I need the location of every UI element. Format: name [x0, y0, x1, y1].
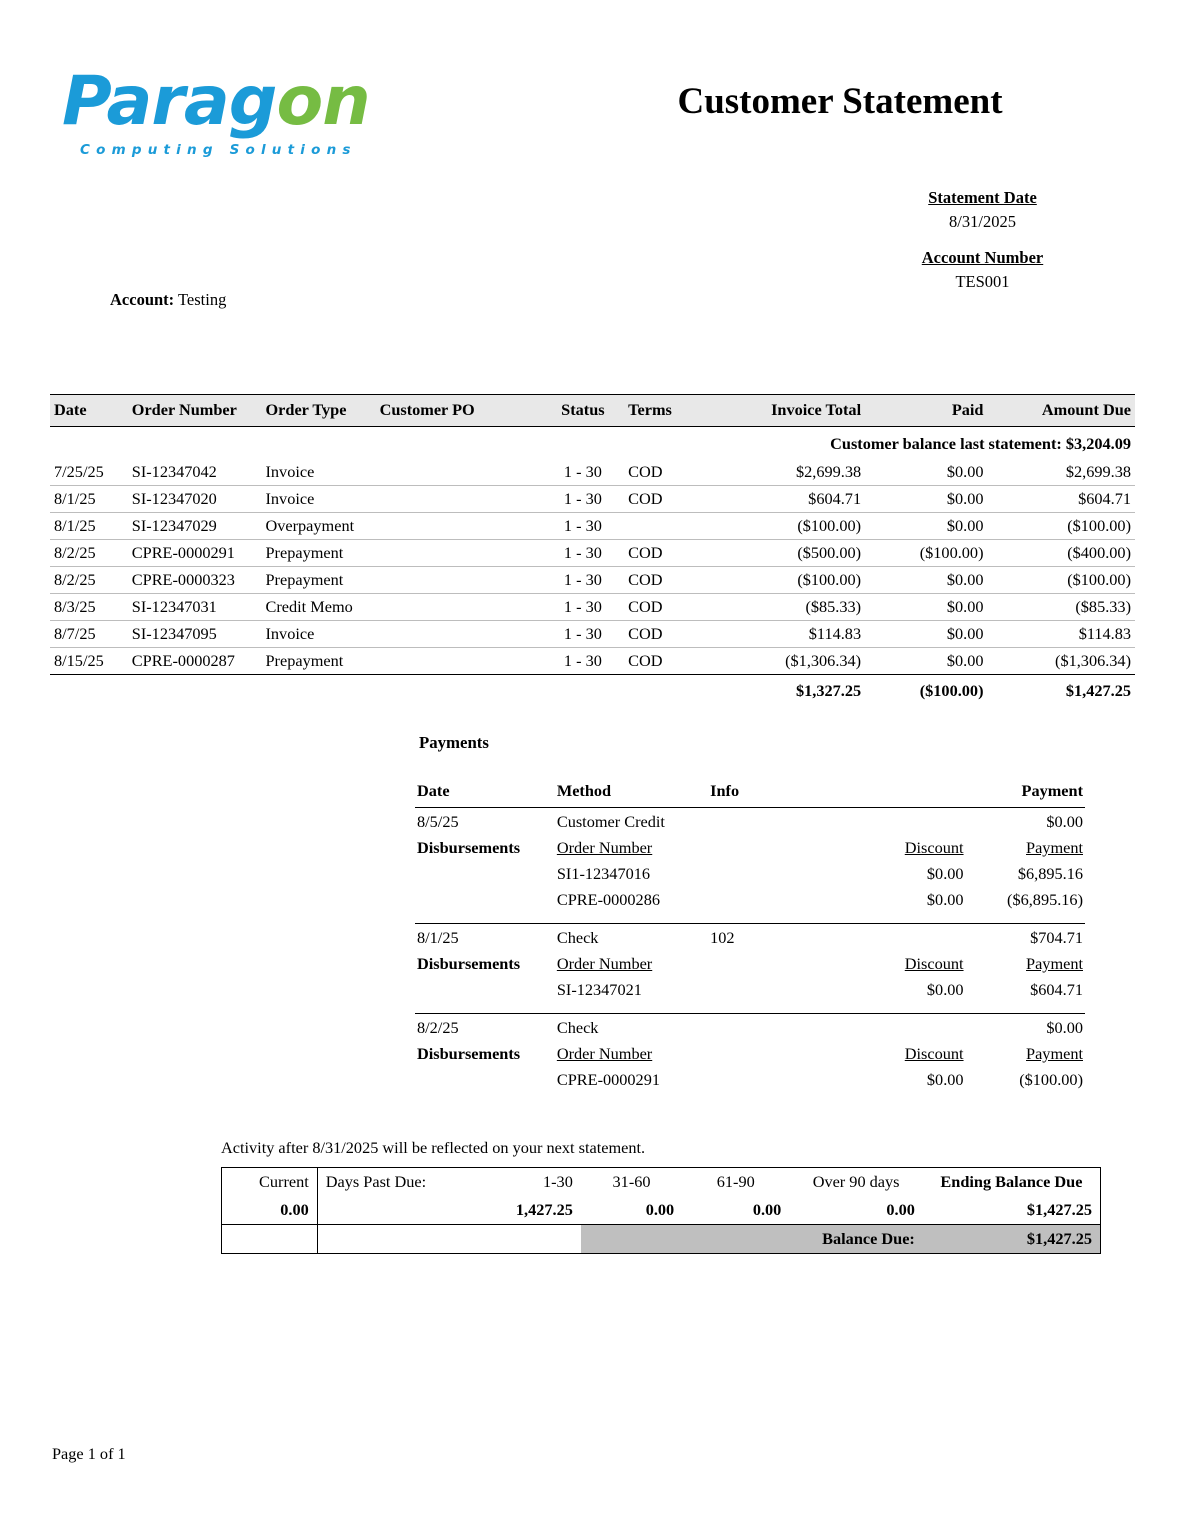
- disbursement-spacer: [415, 977, 555, 1003]
- col-disbursement-discount: Discount: [904, 838, 964, 857]
- aging-1-30-value: 1,427.25: [515, 1200, 573, 1219]
- col-order-number: Order Number: [128, 395, 262, 427]
- totals-spacer-5: [542, 675, 625, 705]
- cell-order-type: Prepayment: [262, 567, 376, 594]
- entry-spacer: [415, 1003, 1085, 1014]
- logo-word-blue: Parag: [62, 62, 277, 141]
- aging-over-90-label: Over 90 days: [812, 1172, 900, 1191]
- cell-order-type: Credit Memo: [262, 594, 376, 621]
- col-disbursement-payment: Payment: [1026, 838, 1083, 857]
- table-row: [50, 621, 1135, 648]
- cell-date: 7/25/25: [50, 459, 128, 486]
- payments-section-title: Payments: [419, 733, 489, 752]
- cell-date: 8/1/25: [50, 513, 128, 540]
- cell-amount-due: ($400.00): [988, 540, 1136, 567]
- disbursement-payment: ($6,895.16): [1007, 890, 1083, 909]
- col-disbursement-order-number: Order Number: [556, 954, 653, 973]
- aging-61-90-value: 0.00: [752, 1200, 782, 1219]
- cell-status: 1 - 30: [563, 651, 602, 670]
- aging-1-30-label: 1-30: [543, 1172, 573, 1191]
- aging-over-90-value: 0.00: [886, 1200, 915, 1219]
- disbursement-spacer: [415, 1067, 555, 1093]
- aging-summary-table: [221, 1167, 1101, 1254]
- col-payment-date: Date: [417, 781, 450, 800]
- page-footer: Page 1 of 1: [52, 1444, 126, 1463]
- cell-order-type: Prepayment: [265, 651, 344, 670]
- disbursement-row: [415, 1067, 1085, 1093]
- cell-amount-due: ($100.00): [988, 567, 1136, 594]
- cell-customer-po: [376, 486, 542, 513]
- payment-spacer: [827, 809, 966, 835]
- col-payment-method: Method: [556, 781, 612, 800]
- cell-customer-po: [376, 513, 542, 540]
- cell-amount-due: ($85.33): [988, 594, 1136, 621]
- cell-order-type: Invoice: [262, 621, 376, 648]
- cell-invoice-total: ($100.00): [704, 567, 865, 594]
- cell-paid: $0.00: [865, 486, 987, 513]
- cell-invoice-total: $604.71: [704, 486, 865, 513]
- col-disbursement-discount: Discount: [904, 954, 964, 973]
- meta-spacer: [790, 234, 1175, 246]
- cell-paid: ($100.00): [865, 540, 987, 567]
- cell-customer-po: [376, 567, 542, 594]
- cell-date: 8/15/25: [54, 651, 104, 670]
- totals-row: [50, 675, 1135, 705]
- col-disbursement-discount: Discount: [904, 1044, 964, 1063]
- balance-last-statement-row: [50, 427, 1135, 460]
- disbursement-order-number: CPRE-0000291: [556, 1070, 660, 1089]
- aging-current-value: 0.00: [222, 1196, 318, 1225]
- table-row: [50, 540, 1135, 567]
- totals-invoice-total: $1,327.25: [704, 675, 865, 705]
- table-row: [50, 486, 1135, 513]
- payment-method-text: Customer Credit: [556, 812, 665, 831]
- cell-order-type: Overpayment: [262, 513, 376, 540]
- account-value: Testing: [177, 290, 227, 309]
- disbursement-payment: $604.71: [1030, 980, 1083, 999]
- cell-order-number: CPRE-0000287: [131, 651, 235, 670]
- col-disbursement-payment: Payment: [1026, 954, 1083, 973]
- cell-customer-po: [376, 459, 542, 486]
- logo-word-green: on: [276, 62, 370, 141]
- payments-table: [415, 778, 1085, 1093]
- col-date: Date: [50, 395, 128, 427]
- totals-spacer-3: [262, 675, 376, 705]
- balance-due-label: Balance Due:: [682, 1225, 923, 1254]
- cell-order-number: CPRE-0000323: [128, 567, 262, 594]
- cell-paid: $0.00: [946, 651, 984, 670]
- cell-order-number: SI-12347029: [128, 513, 262, 540]
- cell-date: 8/1/25: [50, 486, 128, 513]
- aging-61-90-label: 61-90: [716, 1172, 755, 1191]
- payment-method: Check: [556, 928, 599, 947]
- account-line: [110, 290, 226, 310]
- payment-date: 8/5/25: [417, 812, 459, 831]
- cell-terms: [624, 513, 704, 540]
- cell-customer-po: [376, 594, 542, 621]
- cell-terms: COD: [628, 651, 663, 670]
- cell-invoice-total: ($1,306.34): [785, 651, 862, 670]
- disbursements-label: Disbursements: [417, 1044, 521, 1063]
- logo-tagline: Computing Solutions: [80, 142, 357, 158]
- aging-31-60-value: 0.00: [645, 1200, 675, 1219]
- cell-paid: $0.00: [865, 621, 987, 648]
- aging-value-row: [222, 1196, 1101, 1225]
- activity-note: Activity after 8/31/2025 will be reflected on your next statement.: [221, 1138, 646, 1157]
- payment-spacer: [827, 925, 966, 951]
- cell-order-type: Prepayment: [262, 540, 376, 567]
- cell-status: 1 - 30: [542, 540, 625, 567]
- col-disbursement-order-number: Order Number: [556, 838, 653, 857]
- table-header-row: [50, 395, 1135, 427]
- cell-terms: COD: [624, 594, 704, 621]
- payment-amount: $0.00: [1046, 1018, 1083, 1037]
- disbursements-label: Disbursements: [417, 838, 521, 857]
- statement-date-value: 8/31/2025: [949, 211, 1016, 231]
- cell-terms: COD: [624, 540, 704, 567]
- col-payment-info: Info: [710, 781, 740, 800]
- balance-last-statement-label: Customer balance last statement: $3,204.09: [830, 434, 1131, 453]
- disbursement-spacer: [415, 887, 555, 913]
- cell-order-number: SI-12347020: [128, 486, 262, 513]
- cell-customer-po: [376, 648, 542, 675]
- aging-ending-balance-value: $1,427.25: [1026, 1200, 1092, 1219]
- payment-amount: $704.71: [1030, 928, 1083, 947]
- disbursement-discount: $0.00: [926, 890, 964, 909]
- spacer: [415, 1003, 1085, 1014]
- statement-date-label: Statement Date: [928, 188, 1037, 207]
- disbursement-discount: $0.00: [926, 864, 964, 883]
- disbursement-spacer: [415, 861, 555, 887]
- page-title: Customer Statement: [677, 81, 1003, 122]
- cell-status: 1 - 30: [542, 594, 625, 621]
- cell-status: 1 - 30: [542, 621, 625, 648]
- entry-spacer: [415, 913, 1085, 924]
- col-terms: Terms: [624, 395, 704, 427]
- transactions-table: [50, 394, 1135, 704]
- cell-terms: COD: [624, 567, 704, 594]
- statement-meta: [790, 186, 1175, 294]
- cell-status: 1 - 30: [542, 567, 625, 594]
- payment-info: 102: [710, 928, 735, 947]
- totals-spacer-1: [50, 675, 128, 705]
- cell-status: 1 - 30: [542, 486, 625, 513]
- aging-dpd-spacer: [317, 1196, 474, 1225]
- cell-invoice-total: $114.83: [704, 621, 865, 648]
- cell-invoice-total: ($85.33): [704, 594, 865, 621]
- col-payment-spacer: [827, 778, 966, 808]
- disbursement-row: [415, 887, 1085, 913]
- balance-due-spacer-1: [222, 1225, 318, 1254]
- cell-terms: COD: [624, 459, 704, 486]
- cell-order-number: CPRE-0000291: [128, 540, 262, 567]
- payment-method: Check: [556, 1018, 599, 1037]
- cell-invoice-total: $2,699.38: [704, 459, 865, 486]
- balance-due-spacer-4: [581, 1225, 682, 1254]
- cell-amount-due: $604.71: [988, 486, 1136, 513]
- account-number-value: TES001: [955, 271, 1010, 291]
- payment-date: 8/1/25: [417, 928, 459, 947]
- account-number-label: Account Number: [921, 247, 1044, 267]
- col-paid: Paid: [865, 395, 987, 427]
- cell-paid: $0.00: [865, 594, 987, 621]
- col-payment-amount: Payment: [1021, 781, 1083, 800]
- cell-terms: COD: [624, 621, 704, 648]
- cell-terms: COD: [624, 486, 704, 513]
- totals-spacer-6: [624, 675, 704, 705]
- col-invoice-total: Invoice Total: [704, 395, 865, 427]
- aging-ending-balance-label: Ending Balance Due: [940, 1172, 1083, 1191]
- col-customer-po: Customer PO: [376, 395, 542, 427]
- cell-invoice-total: ($500.00): [704, 540, 865, 567]
- cell-status: 1 - 30: [542, 459, 625, 486]
- cell-status: 1 - 30: [542, 513, 625, 540]
- table-row: [50, 459, 1135, 486]
- payment-amount: $0.00: [1046, 812, 1083, 831]
- aging-31-60-label: 31-60: [612, 1172, 651, 1191]
- cell-order-type: Invoice: [262, 459, 376, 486]
- balance-due-spacer-3: [474, 1225, 580, 1254]
- payments-header-row: [415, 778, 1085, 808]
- totals-paid: ($100.00): [865, 675, 987, 705]
- disbursement-order-number: SI-12347021: [556, 980, 642, 999]
- cell-amount-due: ($1,306.34): [1055, 651, 1131, 670]
- cell-amount-due: $114.83: [988, 621, 1136, 648]
- cell-order-number: SI-12347095: [128, 621, 262, 648]
- col-order-type: Order Type: [262, 395, 376, 427]
- disbursement-discount: $0.00: [926, 1070, 964, 1089]
- payment-spacer: [827, 1015, 966, 1041]
- cell-order-number: SI-12347031: [128, 594, 262, 621]
- cell-order-number: SI-12347042: [128, 459, 262, 486]
- payment-method: [555, 809, 708, 835]
- disbursement-row: [415, 861, 1085, 887]
- disbursements-label: Disbursements: [417, 954, 521, 973]
- table-row: [50, 513, 1135, 540]
- payment-row: [415, 1015, 1085, 1041]
- totals-spacer-2: [128, 675, 262, 705]
- cell-paid: $0.00: [865, 513, 987, 540]
- paragon-logo: [62, 62, 422, 158]
- account-label: Account:: [110, 290, 175, 309]
- disbursement-header-row: [415, 835, 1085, 861]
- payment-info: [708, 809, 826, 835]
- balance-due-spacer-2: [317, 1225, 474, 1254]
- table-row: [50, 594, 1135, 621]
- disbursement-order-number: SI1-12347016: [556, 864, 651, 883]
- table-row: [50, 567, 1135, 594]
- disbursement-payment: ($100.00): [1019, 1070, 1083, 1089]
- balance-due-value: $1,427.25: [923, 1225, 1101, 1254]
- col-disbursement-payment: Payment: [1026, 1044, 1083, 1063]
- table-row: [50, 648, 1135, 675]
- disbursement-discount: $0.00: [926, 980, 964, 999]
- payment-row: [415, 925, 1085, 951]
- cell-customer-po: [376, 540, 542, 567]
- col-status: Status: [542, 395, 625, 427]
- document-header: [0, 58, 1187, 188]
- cell-invoice-total: ($100.00): [704, 513, 865, 540]
- payment-info: [708, 1015, 826, 1041]
- payment-row: [415, 809, 1085, 835]
- totals-spacer-4: [376, 675, 542, 705]
- spacer: [415, 913, 1085, 924]
- col-amount-due: Amount Due: [988, 395, 1136, 427]
- cell-order-type: Invoice: [262, 486, 376, 513]
- cell-date: 8/7/25: [50, 621, 128, 648]
- disbursement-header-row: [415, 951, 1085, 977]
- payment-date: 8/2/25: [417, 1018, 459, 1037]
- aging-current-label: Current: [222, 1168, 318, 1197]
- cell-amount-due: $2,699.38: [988, 459, 1136, 486]
- logo-wordmark: [62, 62, 422, 141]
- disbursement-payment: $6,895.16: [1017, 864, 1083, 883]
- cell-amount-due: ($100.00): [988, 513, 1136, 540]
- cell-date: 8/2/25: [50, 540, 128, 567]
- cell-paid: $0.00: [865, 567, 987, 594]
- cell-date: 8/2/25: [50, 567, 128, 594]
- disbursement-row: [415, 977, 1085, 1003]
- aging-header-row: [222, 1168, 1101, 1197]
- disbursement-order-number: CPRE-0000286: [556, 890, 660, 909]
- cell-date: 8/3/25: [50, 594, 128, 621]
- totals-amount-due: $1,427.25: [988, 675, 1136, 705]
- cell-paid: $0.00: [865, 459, 987, 486]
- col-disbursement-order-number: Order Number: [556, 1044, 653, 1063]
- balance-due-row: [222, 1225, 1101, 1254]
- aging-days-past-due-label: Days Past Due:: [325, 1172, 427, 1191]
- disbursement-header-row: [415, 1041, 1085, 1067]
- cell-customer-po: [376, 621, 542, 648]
